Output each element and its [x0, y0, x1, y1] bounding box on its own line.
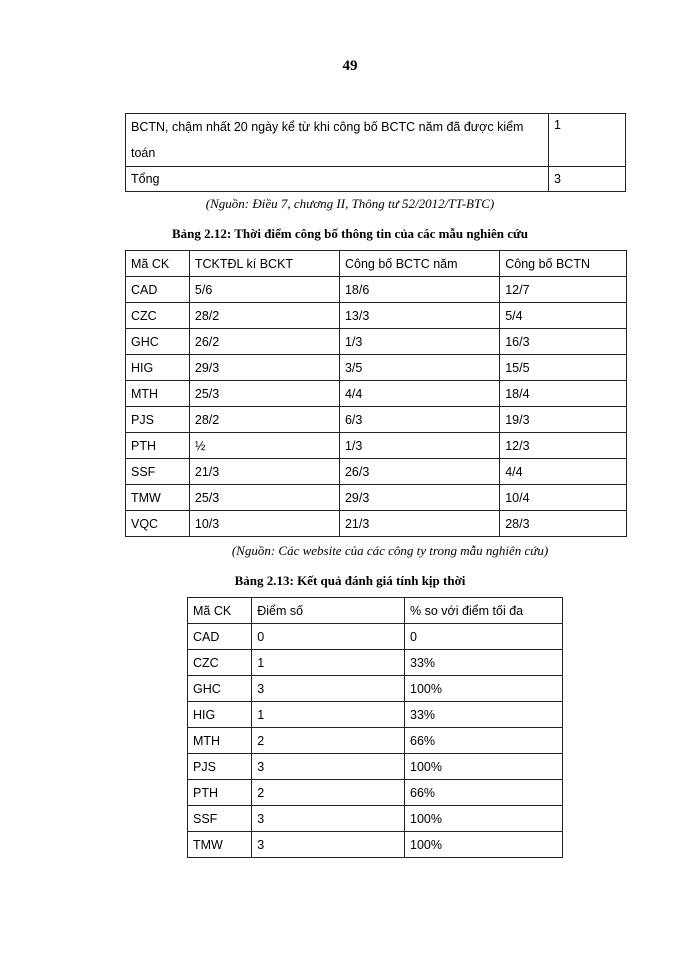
table-cell: 21/3	[339, 511, 499, 537]
table-cell: 33%	[405, 650, 563, 676]
table-cell: 12/3	[500, 433, 627, 459]
table-row	[126, 433, 627, 459]
column-header: TCKTĐL kí BCKT	[189, 251, 339, 277]
table-cell: ½	[189, 433, 339, 459]
table-cell: PJS	[126, 407, 190, 433]
table-cell: 26/3	[339, 459, 499, 485]
table-cell: 18/6	[339, 277, 499, 303]
table-cell: CZC	[188, 650, 252, 676]
table-row	[126, 381, 627, 407]
table-cell: 16/3	[500, 329, 627, 355]
table-row	[126, 485, 627, 511]
column-header: Công bố BCTN	[500, 251, 627, 277]
table-cell: 28/2	[189, 303, 339, 329]
table-cell: 66%	[405, 728, 563, 754]
table-cell: HIG	[126, 355, 190, 381]
source-note: (Nguồn: Các website của các công ty trong mẫu nghiên cứu)	[231, 543, 549, 558]
table-cell: 100%	[405, 832, 563, 858]
table-cell: 28/2	[189, 407, 339, 433]
table-cell: SSF	[126, 459, 190, 485]
column-header: % so với điểm tối đa	[405, 598, 563, 624]
table-row	[188, 780, 563, 806]
table-cell: PTH	[188, 780, 252, 806]
table-cell: GHC	[126, 329, 190, 355]
table-cell: 2	[252, 780, 405, 806]
table-cell: 5/6	[189, 277, 339, 303]
table-cell: 3/5	[339, 355, 499, 381]
table-cell: 25/3	[189, 485, 339, 511]
table-cell: CZC	[126, 303, 190, 329]
table-cell: 12/7	[500, 277, 627, 303]
table-cell: 100%	[405, 754, 563, 780]
table-row	[126, 329, 627, 355]
disclosure-timing-table	[125, 250, 627, 537]
table-cell: VQC	[126, 511, 190, 537]
table-row	[126, 277, 627, 303]
table-row	[188, 728, 563, 754]
table-cell: 21/3	[189, 459, 339, 485]
table-row	[188, 806, 563, 832]
table-row	[126, 355, 627, 381]
column-header: Mã CK	[188, 598, 252, 624]
table-cell: 29/3	[339, 485, 499, 511]
table-row	[126, 114, 626, 167]
column-header: Điểm số	[252, 598, 405, 624]
table-cell: SSF	[188, 806, 252, 832]
table-cell: 0	[405, 624, 563, 650]
table-cell: 15/5	[500, 355, 627, 381]
table-cell: 10/4	[500, 485, 627, 511]
table-cell: BCTN, chậm nhất 20 ngày kể từ khi công bố BCTC năm đã được kiểm toán	[126, 114, 549, 167]
table-cell: 1/3	[339, 433, 499, 459]
table-cell: CAD	[126, 277, 190, 303]
table-cell: 10/3	[189, 511, 339, 537]
column-header: Mã CK	[126, 251, 190, 277]
table-cell: 3	[252, 832, 405, 858]
table-cell: 100%	[405, 806, 563, 832]
table-row	[126, 459, 627, 485]
table-row	[188, 832, 563, 858]
table-row	[188, 702, 563, 728]
table-cell: 2	[252, 728, 405, 754]
table-cell: TMW	[126, 485, 190, 511]
table-cell: 0	[252, 624, 405, 650]
table-cell: TMW	[188, 832, 252, 858]
table-row	[188, 624, 563, 650]
table-cell: 6/3	[339, 407, 499, 433]
table-cell: 33%	[405, 702, 563, 728]
table-header-row	[126, 251, 627, 277]
table-cell: MTH	[126, 381, 190, 407]
table-row	[188, 650, 563, 676]
table-cell: 26/2	[189, 329, 339, 355]
table-row	[188, 754, 563, 780]
table-row	[126, 407, 627, 433]
table-body	[188, 624, 563, 858]
table-cell: 29/3	[189, 355, 339, 381]
table-row	[126, 167, 626, 192]
table-cell: 18/4	[500, 381, 627, 407]
table-cell: 3	[252, 806, 405, 832]
table-cell: 25/3	[189, 381, 339, 407]
table-cell: 3	[252, 676, 405, 702]
table-header-row	[188, 598, 563, 624]
source-note: (Nguồn: Điều 7, chương II, Thông tư 52/2012/TT-BTC)	[205, 196, 495, 211]
table-cell: MTH	[188, 728, 252, 754]
table-cell: 1/3	[339, 329, 499, 355]
table-cell: 13/3	[339, 303, 499, 329]
table-title: Bảng 2.12: Thời điểm công bố thông tin của các mẫu nghiên cứu	[171, 226, 529, 241]
table-row	[188, 676, 563, 702]
table-cell: HIG	[188, 702, 252, 728]
table-cell: 28/3	[500, 511, 627, 537]
table-cell: 4/4	[500, 459, 627, 485]
table-cell: 100%	[405, 676, 563, 702]
table-row	[126, 303, 627, 329]
table-title: Bảng 2.13: Kết quả đánh giá tính kịp thời	[234, 573, 466, 588]
table-cell: 3	[252, 754, 405, 780]
table-cell: 66%	[405, 780, 563, 806]
table-cell: 19/3	[500, 407, 627, 433]
table-cell: PJS	[188, 754, 252, 780]
table-cell: 4/4	[339, 381, 499, 407]
page-number: 49	[342, 58, 358, 74]
table-row	[126, 511, 627, 537]
table-cell: Tổng	[126, 167, 549, 192]
table-cell: 1	[252, 702, 405, 728]
table-body	[126, 277, 627, 537]
column-header: Công bố BCTC năm	[339, 251, 499, 277]
table-cell: 5/4	[500, 303, 627, 329]
table-cell: 3	[549, 167, 626, 192]
table-cell: 1	[549, 114, 626, 167]
table-cell: GHC	[188, 676, 252, 702]
timeliness-score-table	[187, 597, 563, 858]
table-cell: 1	[252, 650, 405, 676]
table-cell: CAD	[188, 624, 252, 650]
table-cell: PTH	[126, 433, 190, 459]
requirements-table	[125, 113, 626, 192]
